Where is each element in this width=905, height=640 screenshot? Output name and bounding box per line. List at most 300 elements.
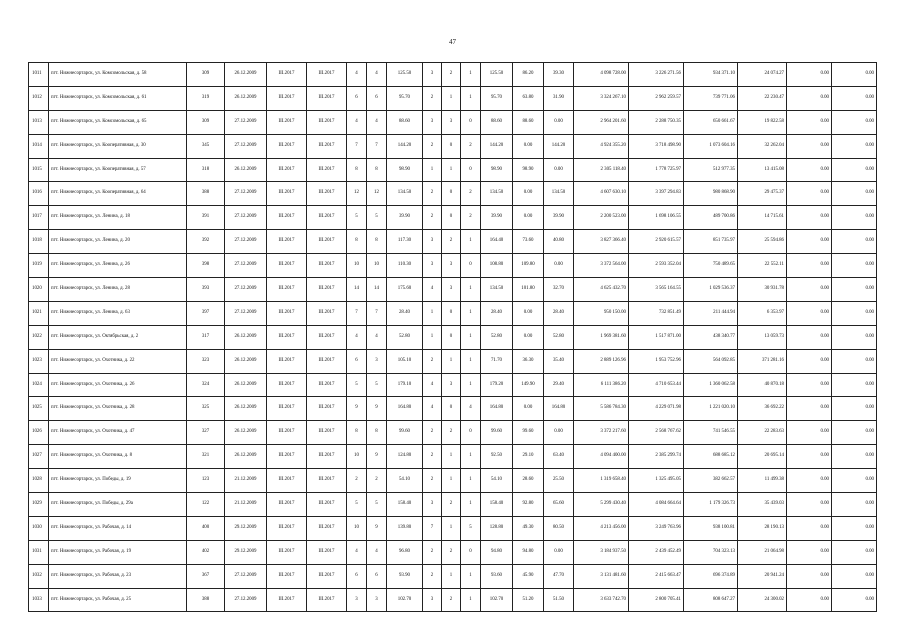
cell-start-period: III.2017 xyxy=(267,158,307,182)
cell-cost-c: 36 692.22 xyxy=(738,397,787,421)
cell-cost-b: 750 489.65 xyxy=(684,254,738,278)
cell-area-total: 93.90 xyxy=(387,564,423,588)
cell-count-b: 9 xyxy=(367,397,387,421)
cell-rooms-a: 0 xyxy=(442,182,461,206)
cell-area-total: 98.90 xyxy=(387,158,423,182)
cell-cost-b: 382 662.57 xyxy=(684,469,738,493)
cell-count-a: 6 xyxy=(347,86,367,110)
table-row xyxy=(29,564,877,588)
cell-rooms-b: 1 xyxy=(461,301,481,325)
cell-date: 26.12.2009 xyxy=(225,325,267,349)
cell-rooms-total: 2 xyxy=(423,540,442,564)
cell-count-b: 3 xyxy=(367,588,387,612)
cell-cost-a: 2 439 452.49 xyxy=(629,540,684,564)
cell-date: 27.12.2009 xyxy=(225,206,267,230)
cell-cost-a: 2 288 750.35 xyxy=(629,110,684,134)
cell-address: пгт. Нижнесортарск, ул. Рабочая, д. 14 xyxy=(49,516,187,540)
cell-value-b: 0.00 xyxy=(832,301,877,325)
cell-area-a: 29.10 xyxy=(513,445,544,469)
cell-rooms-total: 3 xyxy=(423,493,442,517)
cell-cost-c: 13 415.08 xyxy=(738,158,787,182)
cell-row-index: 1011 xyxy=(29,63,49,87)
cell-count-b: 3 xyxy=(367,349,387,373)
cell-date: 26.12.2009 xyxy=(225,349,267,373)
cell-rooms-a: 2 xyxy=(442,63,461,87)
cell-value-a: 0.00 xyxy=(787,254,832,278)
cell-cost-b: 808 647.27 xyxy=(684,588,738,612)
cell-rooms-b: 1 xyxy=(461,278,481,302)
cell-address: пгт. Нижнесортарск, ул. Охотника, д. 26 xyxy=(49,373,187,397)
cell-cost-a: 1 517 871.00 xyxy=(629,325,684,349)
cell-end-period: III.2017 xyxy=(307,421,347,445)
cell-area-b: 0.00 xyxy=(544,421,574,445)
cell-end-period: III.2017 xyxy=(307,182,347,206)
cell-end-period: III.2017 xyxy=(307,301,347,325)
cell-rooms-total: 2 xyxy=(423,421,442,445)
cell-value-b: 0.00 xyxy=(832,63,877,87)
cell-end-period: III.2017 xyxy=(307,445,347,469)
data-table-container xyxy=(28,62,876,612)
cell-count-a: 3 xyxy=(347,588,367,612)
cell-value-b: 0.00 xyxy=(832,325,877,349)
cell-area-a: 63.80 xyxy=(513,86,544,110)
cell-area-sum: 52.80 xyxy=(481,325,513,349)
cell-value-a: 0.00 xyxy=(787,134,832,158)
cell-cost-a: 2 800 705.41 xyxy=(629,588,684,612)
cell-address: пгт. Нижнесортарск, ул. Кооперативная, д. 64 xyxy=(49,182,187,206)
cell-cost-total: 2 200 523.00 xyxy=(574,206,629,230)
cell-area-a: 0.00 xyxy=(513,206,544,230)
cell-count-a: 8 xyxy=(347,158,367,182)
cell-value-b: 0.00 xyxy=(832,373,877,397)
cell-area-total: 28.40 xyxy=(387,301,423,325)
cell-end-period: III.2017 xyxy=(307,493,347,517)
cell-start-period: III.2017 xyxy=(267,206,307,230)
cell-area-a: 28.60 xyxy=(513,469,544,493)
cell-area-a: 0.00 xyxy=(513,301,544,325)
cell-rooms-b: 0 xyxy=(461,540,481,564)
cell-rooms-b: 0 xyxy=(461,158,481,182)
cell-area-total: 88.60 xyxy=(387,110,423,134)
cell-row-index: 1030 xyxy=(29,516,49,540)
cell-area-sum: 179.20 xyxy=(481,373,513,397)
cell-count-b: 5 xyxy=(367,373,387,397)
cell-address: пгт. Нижнесортарск, ул. Ленина, д. 26 xyxy=(49,254,187,278)
cell-area-a: 0.00 xyxy=(513,325,544,349)
cell-cost-c: 22 230.47 xyxy=(738,86,787,110)
cell-count-b: 5 xyxy=(367,206,387,230)
cell-value-a: 0.00 xyxy=(787,63,832,87)
cell-rooms-total: 2 xyxy=(423,182,442,206)
cell-start-period: III.2017 xyxy=(267,373,307,397)
cell-area-b: 0.00 xyxy=(544,110,574,134)
cell-rooms-total: 4 xyxy=(423,373,442,397)
cell-row-index: 1013 xyxy=(29,110,49,134)
cell-doc-number: 367 xyxy=(187,564,225,588)
cell-rooms-a: 1 xyxy=(442,516,461,540)
cell-cost-total: 5 586 784.30 xyxy=(574,397,629,421)
cell-rooms-total: 4 xyxy=(423,397,442,421)
cell-value-a: 0.00 xyxy=(787,421,832,445)
cell-value-a: 0.00 xyxy=(787,206,832,230)
cell-value-a: 0.00 xyxy=(787,86,832,110)
cell-doc-number: 122 xyxy=(187,493,225,517)
cell-end-period: III.2017 xyxy=(307,516,347,540)
cell-cost-a: 1 698 106.55 xyxy=(629,206,684,230)
table-row xyxy=(29,588,877,612)
cell-row-index: 1018 xyxy=(29,230,49,254)
cell-area-b: 31.90 xyxy=(544,86,574,110)
cell-rooms-total: 3 xyxy=(423,230,442,254)
cell-cost-total: 950 150.00 xyxy=(574,301,629,325)
cell-area-a: 36.30 xyxy=(513,349,544,373)
cell-end-period: III.2017 xyxy=(307,110,347,134)
cell-row-index: 1028 xyxy=(29,469,49,493)
cell-area-a: 73.60 xyxy=(513,230,544,254)
cell-cost-total: 3 324 267.10 xyxy=(574,86,629,110)
cell-end-period: III.2017 xyxy=(307,158,347,182)
cell-rooms-total: 1 xyxy=(423,301,442,325)
cell-start-period: III.2017 xyxy=(267,254,307,278)
cell-row-index: 1027 xyxy=(29,445,49,469)
cell-count-a: 10 xyxy=(347,254,367,278)
cell-cost-b: 650 661.67 xyxy=(684,110,738,134)
cell-count-a: 5 xyxy=(347,373,367,397)
cell-area-b: 51.50 xyxy=(544,588,574,612)
cell-count-b: 5 xyxy=(367,493,387,517)
cell-cost-a: 3 397 294.83 xyxy=(629,182,684,206)
table-row xyxy=(29,110,877,134)
cell-doc-number: 309 xyxy=(187,63,225,87)
cell-cost-c: 19 822.58 xyxy=(738,110,787,134)
cell-area-a: 101.80 xyxy=(513,278,544,302)
cell-area-sum: 108.80 xyxy=(481,254,513,278)
cell-area-total: 99.60 xyxy=(387,421,423,445)
cell-area-sum: 134.50 xyxy=(481,278,513,302)
cell-date: 21.12.2009 xyxy=(225,469,267,493)
cell-cost-total: 5 299 430.40 xyxy=(574,493,629,517)
cell-value-b: 0.00 xyxy=(832,397,877,421)
cell-rooms-total: 1 xyxy=(423,158,442,182)
cell-cost-a: 4 229 071.98 xyxy=(629,397,684,421)
cell-area-b: 0.00 xyxy=(544,158,574,182)
cell-count-b: 7 xyxy=(367,134,387,158)
cell-date: 26.12.2009 xyxy=(225,373,267,397)
cell-value-b: 0.00 xyxy=(832,349,877,373)
cell-doc-number: 400 xyxy=(187,516,225,540)
cell-address: пгт. Нижнесортарск, ул. Кооперативная, д. 30 xyxy=(49,134,187,158)
cell-area-total: 52.80 xyxy=(387,325,423,349)
cell-rooms-a: 1 xyxy=(442,86,461,110)
cell-rooms-a: 0 xyxy=(442,134,461,158)
cell-cost-total: 3 372 564.00 xyxy=(574,254,629,278)
cell-address: пгт. Нижнесортарск, ул. Охотника, д. 47 xyxy=(49,421,187,445)
cell-area-b: 164.80 xyxy=(544,397,574,421)
cell-cost-c: 371 281.16 xyxy=(738,349,787,373)
cell-area-b: 47.70 xyxy=(544,564,574,588)
cell-cost-total: 4 625 432.70 xyxy=(574,278,629,302)
cell-value-b: 0.00 xyxy=(832,493,877,517)
cell-address: пгт. Нижнесортарск, ул. Кооперативная, д. 57 xyxy=(49,158,187,182)
cell-value-b: 0.00 xyxy=(832,564,877,588)
cell-cost-total: 3 372 217.60 xyxy=(574,421,629,445)
cell-cost-total: 3 827 366.40 xyxy=(574,230,629,254)
cell-cost-total: 3 633 742.70 xyxy=(574,588,629,612)
cell-cost-c: 21 064.98 xyxy=(738,540,787,564)
cell-rooms-total: 2 xyxy=(423,134,442,158)
cell-count-b: 4 xyxy=(367,63,387,87)
cell-row-index: 1024 xyxy=(29,373,49,397)
cell-rooms-total: 2 xyxy=(423,206,442,230)
table-row xyxy=(29,158,877,182)
cell-address: пгт. Нижнесортарск, ул. Октябрьская, д. 2 xyxy=(49,325,187,349)
cell-start-period: III.2017 xyxy=(267,588,307,612)
cell-value-a: 0.00 xyxy=(787,397,832,421)
cell-value-a: 0.00 xyxy=(787,540,832,564)
cell-area-total: 39.90 xyxy=(387,206,423,230)
cell-area-a: 99.60 xyxy=(513,421,544,445)
cell-value-a: 0.00 xyxy=(787,158,832,182)
cell-area-b: 63.40 xyxy=(544,445,574,469)
table-row xyxy=(29,540,877,564)
cell-address: пгт. Нижнесортарск, ул. Ленина, д. 63 xyxy=(49,301,187,325)
cell-value-a: 0.00 xyxy=(787,110,832,134)
cell-date: 26.12.2009 xyxy=(225,445,267,469)
cell-rooms-b: 5 xyxy=(461,516,481,540)
cell-address: пгт. Нижнесортарск, ул. Комсомольская, д. 61 xyxy=(49,86,187,110)
cell-value-b: 0.00 xyxy=(832,588,877,612)
cell-row-index: 1025 xyxy=(29,397,49,421)
cell-rooms-a: 0 xyxy=(442,397,461,421)
cell-cost-total: 4 607 630.10 xyxy=(574,182,629,206)
cell-value-a: 0.00 xyxy=(787,278,832,302)
cell-cost-b: 688 685.12 xyxy=(684,445,738,469)
cell-start-period: III.2017 xyxy=(267,516,307,540)
cell-cost-total: 2 305 118.40 xyxy=(574,158,629,182)
cell-cost-c: 20 695.14 xyxy=(738,445,787,469)
cell-rooms-total: 3 xyxy=(423,588,442,612)
cell-area-a: 0.00 xyxy=(513,134,544,158)
cell-cost-total: 1 969 381.60 xyxy=(574,325,629,349)
cell-area-sum: 39.90 xyxy=(481,206,513,230)
cell-cost-b: 1 221 020.10 xyxy=(684,397,738,421)
cell-area-a: 149.90 xyxy=(513,373,544,397)
cell-date: 21.12.2009 xyxy=(225,493,267,517)
cell-cost-a: 2 385 299.74 xyxy=(629,445,684,469)
cell-area-total: 96.80 xyxy=(387,540,423,564)
cell-cost-total: 4 924 355.20 xyxy=(574,134,629,158)
table-row xyxy=(29,421,877,445)
cell-area-b: 0.00 xyxy=(544,540,574,564)
cell-date: 27.12.2009 xyxy=(225,254,267,278)
cell-date: 29.12.2009 xyxy=(225,540,267,564)
cell-rooms-total: 7 xyxy=(423,516,442,540)
cell-end-period: III.2017 xyxy=(307,397,347,421)
cell-area-a: 109.80 xyxy=(513,254,544,278)
cell-doc-number: 393 xyxy=(187,278,225,302)
cell-area-a: 94.80 xyxy=(513,540,544,564)
cell-address: пгт. Нижнесортарск, ул. Охотника, д. 22 xyxy=(49,349,187,373)
cell-area-a: 92.80 xyxy=(513,493,544,517)
cell-cost-a: 4 084 664.64 xyxy=(629,493,684,517)
table-row xyxy=(29,445,877,469)
table-row xyxy=(29,397,877,421)
cell-address: пгт. Нижнесортарск, ул. Рабочая, д. 25 xyxy=(49,588,187,612)
cell-rooms-a: 1 xyxy=(442,445,461,469)
cell-cost-c: 6 353.97 xyxy=(738,301,787,325)
cell-value-a: 0.00 xyxy=(787,182,832,206)
cell-count-a: 4 xyxy=(347,540,367,564)
cell-cost-c: 11 499.38 xyxy=(738,469,787,493)
cell-row-index: 1016 xyxy=(29,182,49,206)
cell-rooms-b: 1 xyxy=(461,493,481,517)
cell-area-total: 117.30 xyxy=(387,230,423,254)
cell-area-a: 88.60 xyxy=(513,110,544,134)
cell-row-index: 1021 xyxy=(29,301,49,325)
cell-rooms-b: 2 xyxy=(461,134,481,158)
cell-value-a: 0.00 xyxy=(787,373,832,397)
cell-row-index: 1017 xyxy=(29,206,49,230)
table-row xyxy=(29,86,877,110)
cell-start-period: III.2017 xyxy=(267,182,307,206)
cell-area-b: 39.90 xyxy=(544,206,574,230)
cell-value-a: 0.00 xyxy=(787,588,832,612)
cell-value-a: 0.00 xyxy=(787,301,832,325)
cell-area-sum: 92.50 xyxy=(481,445,513,469)
cell-count-a: 12 xyxy=(347,182,367,206)
cell-doc-number: 325 xyxy=(187,397,225,421)
cell-cost-c: 30 931.78 xyxy=(738,278,787,302)
cell-cost-c: 29 475.37 xyxy=(738,182,787,206)
cell-count-b: 4 xyxy=(367,540,387,564)
table-row xyxy=(29,134,877,158)
cell-start-period: III.2017 xyxy=(267,278,307,302)
cell-doc-number: 397 xyxy=(187,301,225,325)
cell-value-b: 0.00 xyxy=(832,134,877,158)
cell-row-index: 1029 xyxy=(29,493,49,517)
cell-value-b: 0.00 xyxy=(832,86,877,110)
cell-end-period: III.2017 xyxy=(307,254,347,278)
cell-cost-total: 4 098 728.00 xyxy=(574,63,629,87)
cell-cost-c: 22 552.11 xyxy=(738,254,787,278)
cell-cost-a: 1 778 725.97 xyxy=(629,158,684,182)
cell-area-total: 105.10 xyxy=(387,349,423,373)
cell-value-b: 0.00 xyxy=(832,469,877,493)
cell-area-b: 25.50 xyxy=(544,469,574,493)
cell-value-b: 0.00 xyxy=(832,516,877,540)
cell-rooms-b: 1 xyxy=(461,86,481,110)
cell-rooms-a: 0 xyxy=(442,301,461,325)
cell-rooms-b: 1 xyxy=(461,349,481,373)
cell-area-total: 158.40 xyxy=(387,493,423,517)
cell-end-period: III.2017 xyxy=(307,278,347,302)
cell-end-period: III.2017 xyxy=(307,564,347,588)
cell-start-period: III.2017 xyxy=(267,397,307,421)
cell-cost-a: 2 920 615.57 xyxy=(629,230,684,254)
cell-rooms-total: 3 xyxy=(423,254,442,278)
cell-count-b: 8 xyxy=(367,421,387,445)
cell-start-period: III.2017 xyxy=(267,325,307,349)
cell-cost-b: 980 868.90 xyxy=(684,182,738,206)
cell-cost-c: 20 941.24 xyxy=(738,564,787,588)
cell-area-total: 95.70 xyxy=(387,86,423,110)
cell-count-a: 10 xyxy=(347,445,367,469)
cell-count-b: 9 xyxy=(367,445,387,469)
cell-cost-c: 24 300.02 xyxy=(738,588,787,612)
cell-rooms-a: 3 xyxy=(442,110,461,134)
cell-start-period: III.2017 xyxy=(267,63,307,87)
cell-value-b: 0.00 xyxy=(832,158,877,182)
cell-rooms-a: 0 xyxy=(442,325,461,349)
cell-count-a: 4 xyxy=(347,110,367,134)
cell-area-total: 164.80 xyxy=(387,397,423,421)
cell-cost-c: 40 870.18 xyxy=(738,373,787,397)
cell-cost-c: 32 262.04 xyxy=(738,134,787,158)
cell-rooms-total: 2 xyxy=(423,469,442,493)
table-row xyxy=(29,206,877,230)
cell-rooms-b: 1 xyxy=(461,445,481,469)
cell-area-sum: 164.80 xyxy=(481,397,513,421)
cell-area-b: 134.50 xyxy=(544,182,574,206)
cell-cost-b: 696 374.89 xyxy=(684,564,738,588)
cell-rooms-total: 2 xyxy=(423,564,442,588)
cell-start-period: III.2017 xyxy=(267,134,307,158)
cell-value-b: 0.00 xyxy=(832,278,877,302)
cell-area-b: 35.40 xyxy=(544,349,574,373)
cell-doc-number: 321 xyxy=(187,445,225,469)
cell-count-a: 5 xyxy=(347,206,367,230)
cell-doc-number: 309 xyxy=(187,110,225,134)
cell-area-total: 54.10 xyxy=(387,469,423,493)
table-body xyxy=(29,63,877,612)
cell-area-total: 134.50 xyxy=(387,182,423,206)
cell-doc-number: 123 xyxy=(187,469,225,493)
cell-address: пгт. Нижнесортарск, ул. Рабочая, д. 19 xyxy=(49,540,187,564)
cell-cost-b: 1 029 536.37 xyxy=(684,278,738,302)
cell-row-index: 1012 xyxy=(29,86,49,110)
cell-area-b: 0.00 xyxy=(544,254,574,278)
cell-address: пгт. Нижнесортарск, ул. Охотника, д. 28 xyxy=(49,397,187,421)
table-row xyxy=(29,325,877,349)
cell-count-b: 4 xyxy=(367,110,387,134)
cell-doc-number: 324 xyxy=(187,373,225,397)
cell-rooms-b: 1 xyxy=(461,588,481,612)
cell-area-sum: 134.50 xyxy=(481,182,513,206)
cell-date: 26.12.2009 xyxy=(225,421,267,445)
cell-area-sum: 125.50 xyxy=(481,63,513,87)
cell-cost-a: 3 226 271.56 xyxy=(629,63,684,87)
cell-address: пгт. Нижнесортарск, ул. Комсомольская, д. 65 xyxy=(49,110,187,134)
cell-count-a: 14 xyxy=(347,278,367,302)
cell-cost-b: 741 546.55 xyxy=(684,421,738,445)
cell-cost-total: 1 319 658.40 xyxy=(574,469,629,493)
cell-rooms-b: 4 xyxy=(461,397,481,421)
cell-rooms-a: 2 xyxy=(442,540,461,564)
cell-count-a: 7 xyxy=(347,301,367,325)
data-table xyxy=(28,62,877,612)
cell-rooms-total: 4 xyxy=(423,278,442,302)
cell-area-total: 110.30 xyxy=(387,254,423,278)
cell-cost-a: 2 593 352.04 xyxy=(629,254,684,278)
cell-cost-c: 35 439.03 xyxy=(738,493,787,517)
cell-row-index: 1026 xyxy=(29,421,49,445)
table-row xyxy=(29,182,877,206)
cell-count-a: 5 xyxy=(347,493,367,517)
cell-date: 27.12.2009 xyxy=(225,588,267,612)
cell-start-period: III.2017 xyxy=(267,469,307,493)
cell-rooms-b: 0 xyxy=(461,110,481,134)
cell-doc-number: 327 xyxy=(187,421,225,445)
